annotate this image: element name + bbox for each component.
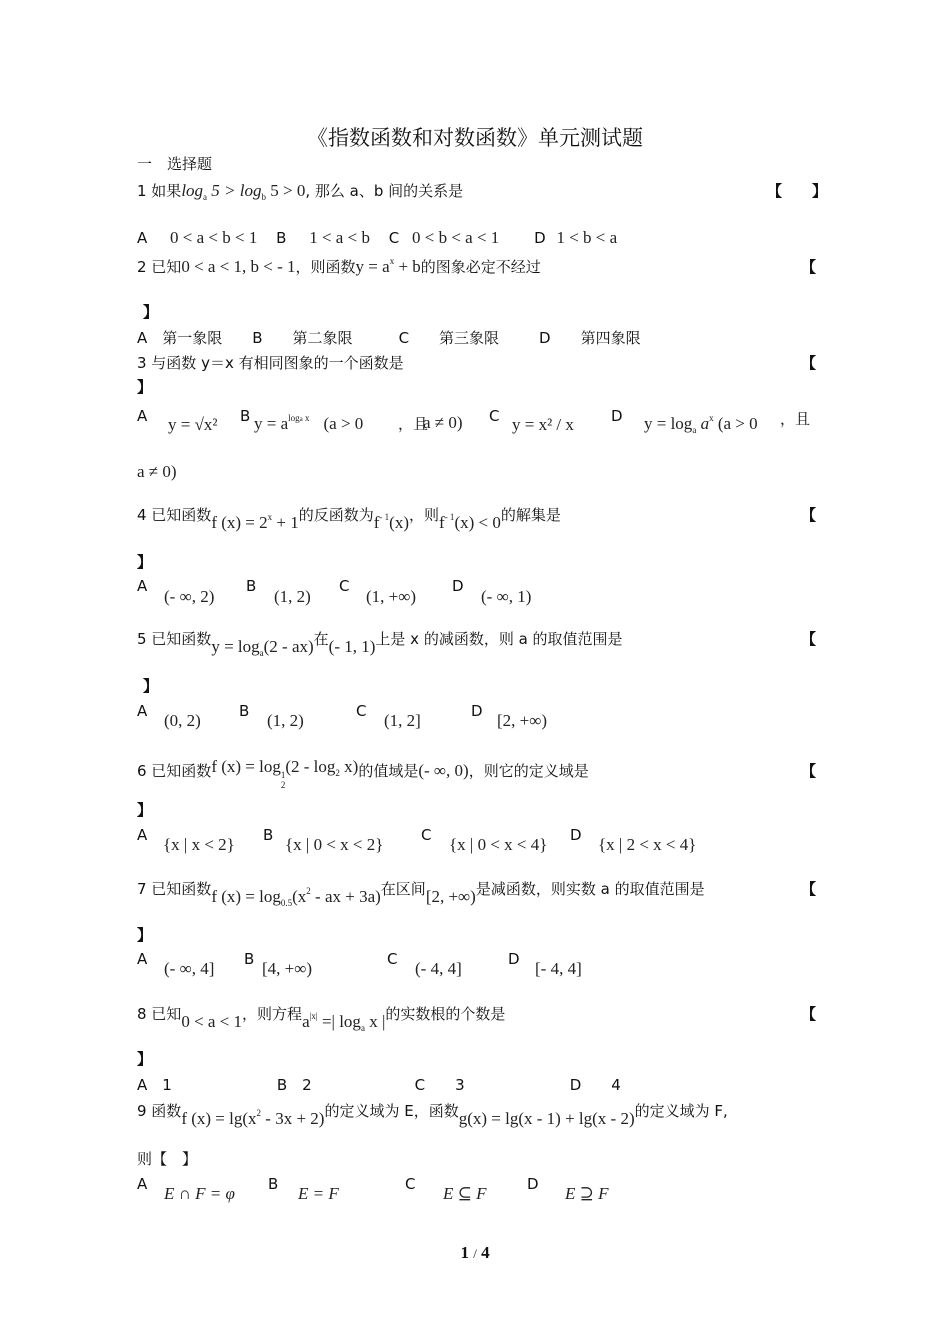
q7-bracket-close: 】 — [137, 926, 153, 944]
q1-option-d: 1 < b < a — [556, 228, 618, 247]
q9-label-b: B — [268, 1175, 279, 1193]
question-7-stem: 7 已知函数f $(x) = \log_{0.5}(x^2$ - ax + 3a)在区间[2, +∞)是减函数，则实数 a 的取值范围是 — [137, 880, 705, 908]
q5-option-c: (1, 2] — [384, 711, 421, 730]
q1-option-c: 0 < b < a < 1 — [412, 228, 500, 247]
q9-option-d: E ⊇ F — [565, 1184, 609, 1203]
q7-label-b: B — [244, 950, 255, 968]
q3-option-d-cond: a ≠ 0) — [137, 462, 177, 481]
q3-option-c: y = x² / x — [512, 415, 574, 434]
q1-label-c: C — [388, 229, 400, 247]
q5-bracket-open: 【 — [801, 630, 817, 648]
q4-label-a: A — [137, 577, 148, 595]
q3-label-b: B — [240, 407, 251, 425]
q6-label-d: D — [570, 826, 582, 844]
question-5-stem: 5 已知函数$y = \log_a(2 - ax)$在(- 1, 1)上是 x 的减函数，则 a 的取值范围是 — [137, 630, 623, 658]
q7-label-a: A — [137, 950, 148, 968]
q9-answer-line: 则【 】 — [137, 1150, 198, 1168]
q5-bracket-close: 】 — [143, 677, 159, 695]
q3-label-c: C — [489, 407, 500, 425]
q2-bracket-open: 【 — [801, 258, 817, 276]
q6-bracket-close: 】 — [137, 801, 153, 819]
q8-options: A 1 B 2 C 3 D 4 — [137, 1076, 621, 1094]
q1-options — [137, 228, 617, 248]
q7-label-c: C — [387, 950, 398, 968]
q9-label-c: C — [405, 1175, 416, 1193]
q9-option-c: E ⊆ F — [443, 1184, 487, 1203]
question-3-stem: 3 与函数 y＝x 有相同图象的一个函数是 — [137, 354, 404, 372]
q4-bracket-close: 】 — [137, 553, 153, 571]
q6-label-b: B — [263, 826, 274, 844]
q9-label-d: D — [527, 1175, 539, 1193]
q3-option-d-qie: ，且 — [780, 410, 811, 428]
page-title: 《指数函数和对数函数》单元测试题 — [307, 126, 643, 150]
q1-option-b: 1 < a < b — [309, 228, 370, 247]
page-number: 1 / 4 — [460, 1243, 490, 1262]
q3-option-d: $y = \log_a a^x$ (a > 0 — [644, 413, 758, 435]
q9-option-a: E ∩ F = φ — [164, 1184, 235, 1203]
q6-label-a: A — [137, 826, 148, 844]
q1-option-a: 0 < a < b < 1 — [170, 228, 258, 247]
question-6-stem: 6 已知函数f (x) = log1 $2(2 - \log_2 x)$的值域是(- ∞, 0)，则它的定义域是 — [137, 757, 589, 790]
q3-bracket-open: 【 — [801, 354, 817, 372]
q4-bracket-open: 【 — [801, 506, 817, 524]
q6-option-b: {x | 0 < x < 2} — [285, 835, 384, 854]
q4-option-d: (- ∞, 1) — [481, 587, 532, 606]
q3-label-a: A — [137, 407, 148, 425]
q1-label-d: D — [534, 229, 546, 247]
q6-label-c: C — [421, 826, 432, 844]
q5-label-c: C — [356, 702, 367, 720]
q5-option-a: (0, 2) — [164, 711, 201, 730]
q4-option-c: (1, +∞) — [366, 587, 417, 606]
question-9-stem: 9 函数f $(x) = \lg(x^2 - 3x + 2)$的定义域为 E，函数g(x) = lg(x - 1) + lg(x - 2)的定义域为 F, — [137, 1102, 728, 1128]
q9-label-a: A — [137, 1175, 148, 1193]
q5-label-b: B — [239, 702, 250, 720]
q2-options: A 第一象限 B 第二象限 C 第三象限 D 第四象限 — [137, 329, 641, 347]
q6-bracket-open: 【 — [801, 762, 817, 780]
q7-option-a: (- ∞, 4] — [164, 959, 215, 978]
q5-option-b: (1, 2) — [267, 711, 304, 730]
q5-label-d: D — [471, 702, 483, 720]
q8-bracket-open: 【 — [801, 1005, 817, 1023]
q3-option-b: $y = a^{loga x}$ (a > 0 — [254, 413, 364, 433]
question-1-stem — [137, 180, 463, 202]
q6-option-a: {x | x < 2} — [163, 835, 235, 854]
q7-label-d: D — [508, 950, 520, 968]
q4-label-d: D — [452, 577, 464, 595]
q2-bracket-close: 】 — [143, 303, 159, 321]
q3-option-a: y = √x² — [168, 415, 218, 434]
q7-option-d: [- 4, 4] — [535, 959, 582, 978]
section-heading: 一 选择题 — [137, 155, 213, 173]
q5-option-d: [2, +∞) — [497, 711, 548, 730]
q6-option-d: {x | 2 < x < 4} — [598, 835, 697, 854]
q3-bracket-close: 】 — [137, 378, 153, 396]
q5-label-a: A — [137, 702, 148, 720]
question-4-stem: 4 已知函数f $(x) = 2^x + 1$的反函数为$f^{- 1}(x)$，则$f^{- 1}(x) < 0$的解集是 — [137, 506, 561, 532]
q4-option-a: (- ∞, 2) — [164, 587, 215, 606]
q1-answer-bracket: 【 】 — [767, 182, 828, 200]
q6-option-c: {x | 0 < x < 4} — [449, 835, 548, 854]
q7-bracket-open: 【 — [801, 880, 817, 898]
q8-bracket-close: 】 — [137, 1050, 153, 1068]
q3-option-b-cond: a ≠ 0) — [423, 413, 463, 432]
question-2-stem: 2 已知0 < a < 1, b < - 1，则函数$y = a^x + b$的图象必定不经过 — [137, 256, 541, 276]
q7-option-c: (- 4, 4] — [415, 959, 462, 978]
q9-option-b: E = F — [298, 1184, 339, 1203]
question-8-stem: 8 已知0 < a < 1，则方程$a^{|x|}$ =| $\log_a x$ |的实数根的个数是 — [137, 1005, 506, 1033]
q1-label-a: A — [137, 229, 148, 247]
q4-label-b: B — [246, 577, 257, 595]
q1-label-b: B — [276, 229, 287, 247]
q7-option-b: [4, +∞) — [262, 959, 313, 978]
q1-tail: , 那么 a、b 间的关系是 — [305, 182, 464, 200]
q4-option-b: (1, 2) — [274, 587, 311, 606]
q3-option-b-qie: ，且 — [398, 415, 429, 433]
q4-label-c: C — [339, 577, 350, 595]
q3-label-d: D — [611, 407, 623, 425]
q1-number: 1 如果 — [137, 182, 182, 200]
q1-math: $\log_a 5 > \log_b 5 > 0$ — [181, 181, 306, 202]
